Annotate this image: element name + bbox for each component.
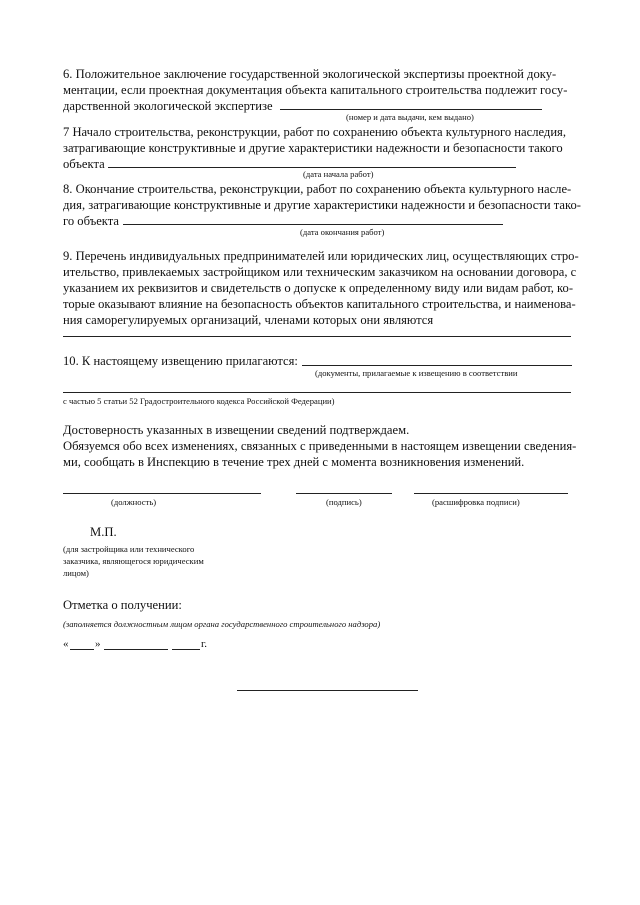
item8-line2: дия, затрагивающие конструктивные и другие характеристики надежности и безопасности тако-: [63, 198, 581, 212]
date-year-line[interactable]: [172, 649, 200, 650]
confirm-line3: ми, сообщать в Инспекцию в течение трех дней с момента возникновения изменений.: [63, 455, 525, 469]
date-month-line[interactable]: [104, 649, 168, 650]
receipt-note: (заполняется должностным лицом органа государственного строительного надзора): [63, 619, 381, 629]
stamp-note2: заказчика, являющегося юридическим: [63, 556, 204, 566]
item9-line5: ния саморегулируемых организаций, членами которых они являются: [63, 313, 434, 327]
sign-line[interactable]: [296, 493, 392, 494]
item7-line2: затрагивающие конструктивные и другие характеристики надежности и безопасности такого: [63, 141, 563, 155]
decode-line[interactable]: [414, 493, 568, 494]
receipt-signature-line[interactable]: [237, 690, 418, 691]
year-suffix: г.: [201, 638, 208, 650]
date-open-quote: «: [63, 638, 69, 650]
item8-line3: го объекта: [63, 214, 119, 228]
item6-line2: ментации, если проектная документация объекта капитального строительства подлежит госу-: [63, 83, 568, 97]
item6-fill-line[interactable]: [280, 109, 542, 110]
item6-line3: дарственной экологической экспертизе: [63, 99, 273, 113]
decode-caption: (расшифровка подписи): [432, 497, 520, 507]
item6-line1: 6. Положительное заключение государственной экологической экспертизы проектной доку-: [63, 67, 557, 81]
item8-line1: 8. Окончание строительства, реконструкции, работ по сохранению объекта культурного насле-: [63, 182, 572, 196]
position-line[interactable]: [63, 493, 261, 494]
stamp-mp: М.П.: [90, 525, 117, 539]
item10-caption2: с частью 5 статьи 52 Градостроительного кодекса Российской Федерации): [63, 396, 335, 406]
item9-line3: указанием их реквизитов и свидетельств о допуске к определенному виду или видам работ, ко-: [63, 281, 574, 295]
item10-fill-line2[interactable]: [63, 392, 571, 393]
date-day-line[interactable]: [70, 649, 94, 650]
stamp-note1: (для застройщика или технического: [63, 544, 195, 554]
item10-caption1: (документы, прилагаемые к извещению в соответствии: [315, 368, 518, 378]
item8-fill-line[interactable]: [123, 224, 503, 225]
sign-caption: (подпись): [326, 497, 362, 507]
item9-fill-line[interactable]: [63, 336, 571, 337]
item7-fill-line[interactable]: [108, 167, 516, 168]
item10-fill-line[interactable]: [302, 365, 572, 366]
item7-line1: 7 Начало строительства, реконструкции, работ по сохранению объекта культурного наследия,: [63, 125, 566, 139]
item9-line1: 9. Перечень индивидуальных предпринимателей или юридических лиц, осуществляющих стро-: [63, 249, 579, 263]
item6-caption: (номер и дата выдачи, кем выдано): [346, 112, 474, 122]
confirm-line2: Обязуемся обо всех изменениях, связанных с приведенными в настоящем извещении сведения-: [63, 439, 577, 453]
item7-line3: объекта: [63, 157, 105, 171]
stamp-note3: лицом): [63, 568, 89, 578]
item10-label: 10. К настоящему извещению прилагаются:: [63, 354, 298, 368]
date-close-quote: »: [95, 638, 101, 650]
item9-line2: ительство, привлекаемых застройщиком или техническим заказчиком на основании договора, с: [63, 265, 577, 279]
item9-line4: торые оказывают влияние на безопасность объектов капитального строительства, и наименова-: [63, 297, 576, 311]
item8-caption: (дата окончания работ): [300, 227, 385, 237]
item7-caption: (дата начала работ): [303, 169, 374, 179]
receipt-title: Отметка о получении:: [63, 598, 182, 612]
position-caption: (должность): [111, 497, 157, 507]
confirm-line1: Достоверность указанных в извещении сведений подтверждаем.: [63, 423, 410, 437]
